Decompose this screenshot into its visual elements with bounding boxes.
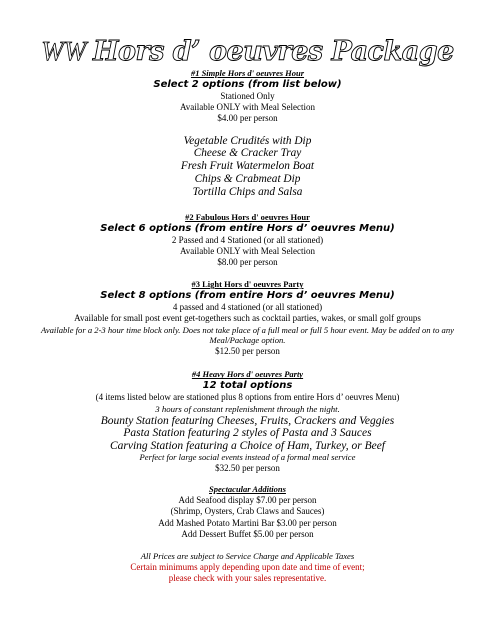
menu-item: Tortilla Chips and Salsa [192, 185, 303, 198]
title-monogram: WW [41, 36, 87, 66]
menu-item: Vegetable Crudités with Dip [183, 134, 312, 147]
package-3-line: Available for small post event get-togethers such as cocktail parties, wakes, or small golf groups [74, 313, 421, 324]
station-item: Pasta Station featuring 2 styles of Pasta and 3 Sauces [123, 427, 372, 440]
title-text: Hors d’ oeuvres Package [92, 36, 454, 67]
footer [0, 551, 495, 584]
package-1-line: Available ONLY with Meal Selection [179, 102, 316, 113]
package-4-note: Perfect for large social events instead of a formal meal service [139, 452, 356, 463]
footer-minimums: Certain minimums apply depending upon date and time of event; [130, 561, 365, 572]
package-3-note: Available for a 2-3 hour time block only. Does not take place of a full meal or full 5 hour event. May be added on to any Meal/Package option. [41, 324, 454, 346]
menu-item: Chips & Crabmeat Dip [194, 173, 301, 185]
package-2 [0, 212, 495, 269]
package-4-subheading: 12 total options [202, 380, 293, 392]
package-3-subheading: Select 8 options (from entire Hors d’ oeuvres Menu) [100, 290, 395, 302]
package-2-heading: #2 Fabulous Hors d' oeuvres Hour [185, 211, 310, 222]
package-2-subheading: Select 6 options (from entire Hors d’ oeuvres Menu) [100, 222, 395, 234]
station-item: Bounty Station featuring Cheeses, Fruits, Crackers and Veggies [100, 414, 395, 427]
addition-item: Add Dessert Buffet $5.00 per person [181, 528, 314, 539]
package-4-line: 3 hours of constant replenishment through the night. [155, 403, 340, 414]
additions [0, 484, 495, 540]
addition-item: Add Mashed Potato Martini Bar $3.00 per person [158, 517, 337, 528]
package-1-line: Stationed Only [220, 91, 275, 101]
addition-item: Add Seafood display $7.00 per person [178, 495, 317, 506]
package-1-price: $4.00 per person [217, 113, 278, 124]
package-4-price: $32.50 per person [215, 462, 280, 473]
menu-item: Cheese & Cracker Tray [193, 147, 302, 160]
package-4-line: (4 items listed below are stationed plus 8 options from entire Hors d’ oeuvres Menu) [95, 392, 400, 403]
package-2-line: Available ONLY with Meal Selection [179, 245, 316, 256]
package-2-price: $8.00 per person [217, 257, 278, 267]
package-3-heading: #3 Light Hors d' oeuvres Party [191, 279, 304, 290]
page-title [0, 36, 495, 67]
document-body [0, 68, 495, 584]
package-3-line: 4 passed and 4 stationed (or all stationed) [172, 302, 323, 313]
package-1-subheading: Select 2 options (from list below) [153, 79, 342, 90]
menu-item: Fresh Fruit Watermelon Boat [180, 160, 315, 173]
package-1-heading: #1 Simple Hors d' oeuvres Hour [190, 68, 305, 78]
package-3 [0, 279, 495, 357]
footer-taxes: All Prices are subject to Service Charge and Applicable Taxes [140, 550, 355, 561]
package-2-line: 2 Passed and 4 Stationed (or all stationed) [171, 234, 324, 245]
package-1 [0, 68, 495, 199]
station-item: Carving Station featuring a Choice of Ham, Turkey, or Beef [109, 439, 386, 452]
footer-minimums: please check with your sales representative. [168, 572, 327, 583]
package-4-heading: #4 Heavy Hors d' oeuvres Party [191, 369, 304, 380]
additions-heading: Spectacular Additions [209, 484, 286, 495]
addition-item: (Shrimp, Oysters, Crab Claws and Sauces) [170, 506, 325, 517]
package-3-price: $12.50 per person [215, 346, 280, 357]
package-4 [0, 369, 495, 474]
